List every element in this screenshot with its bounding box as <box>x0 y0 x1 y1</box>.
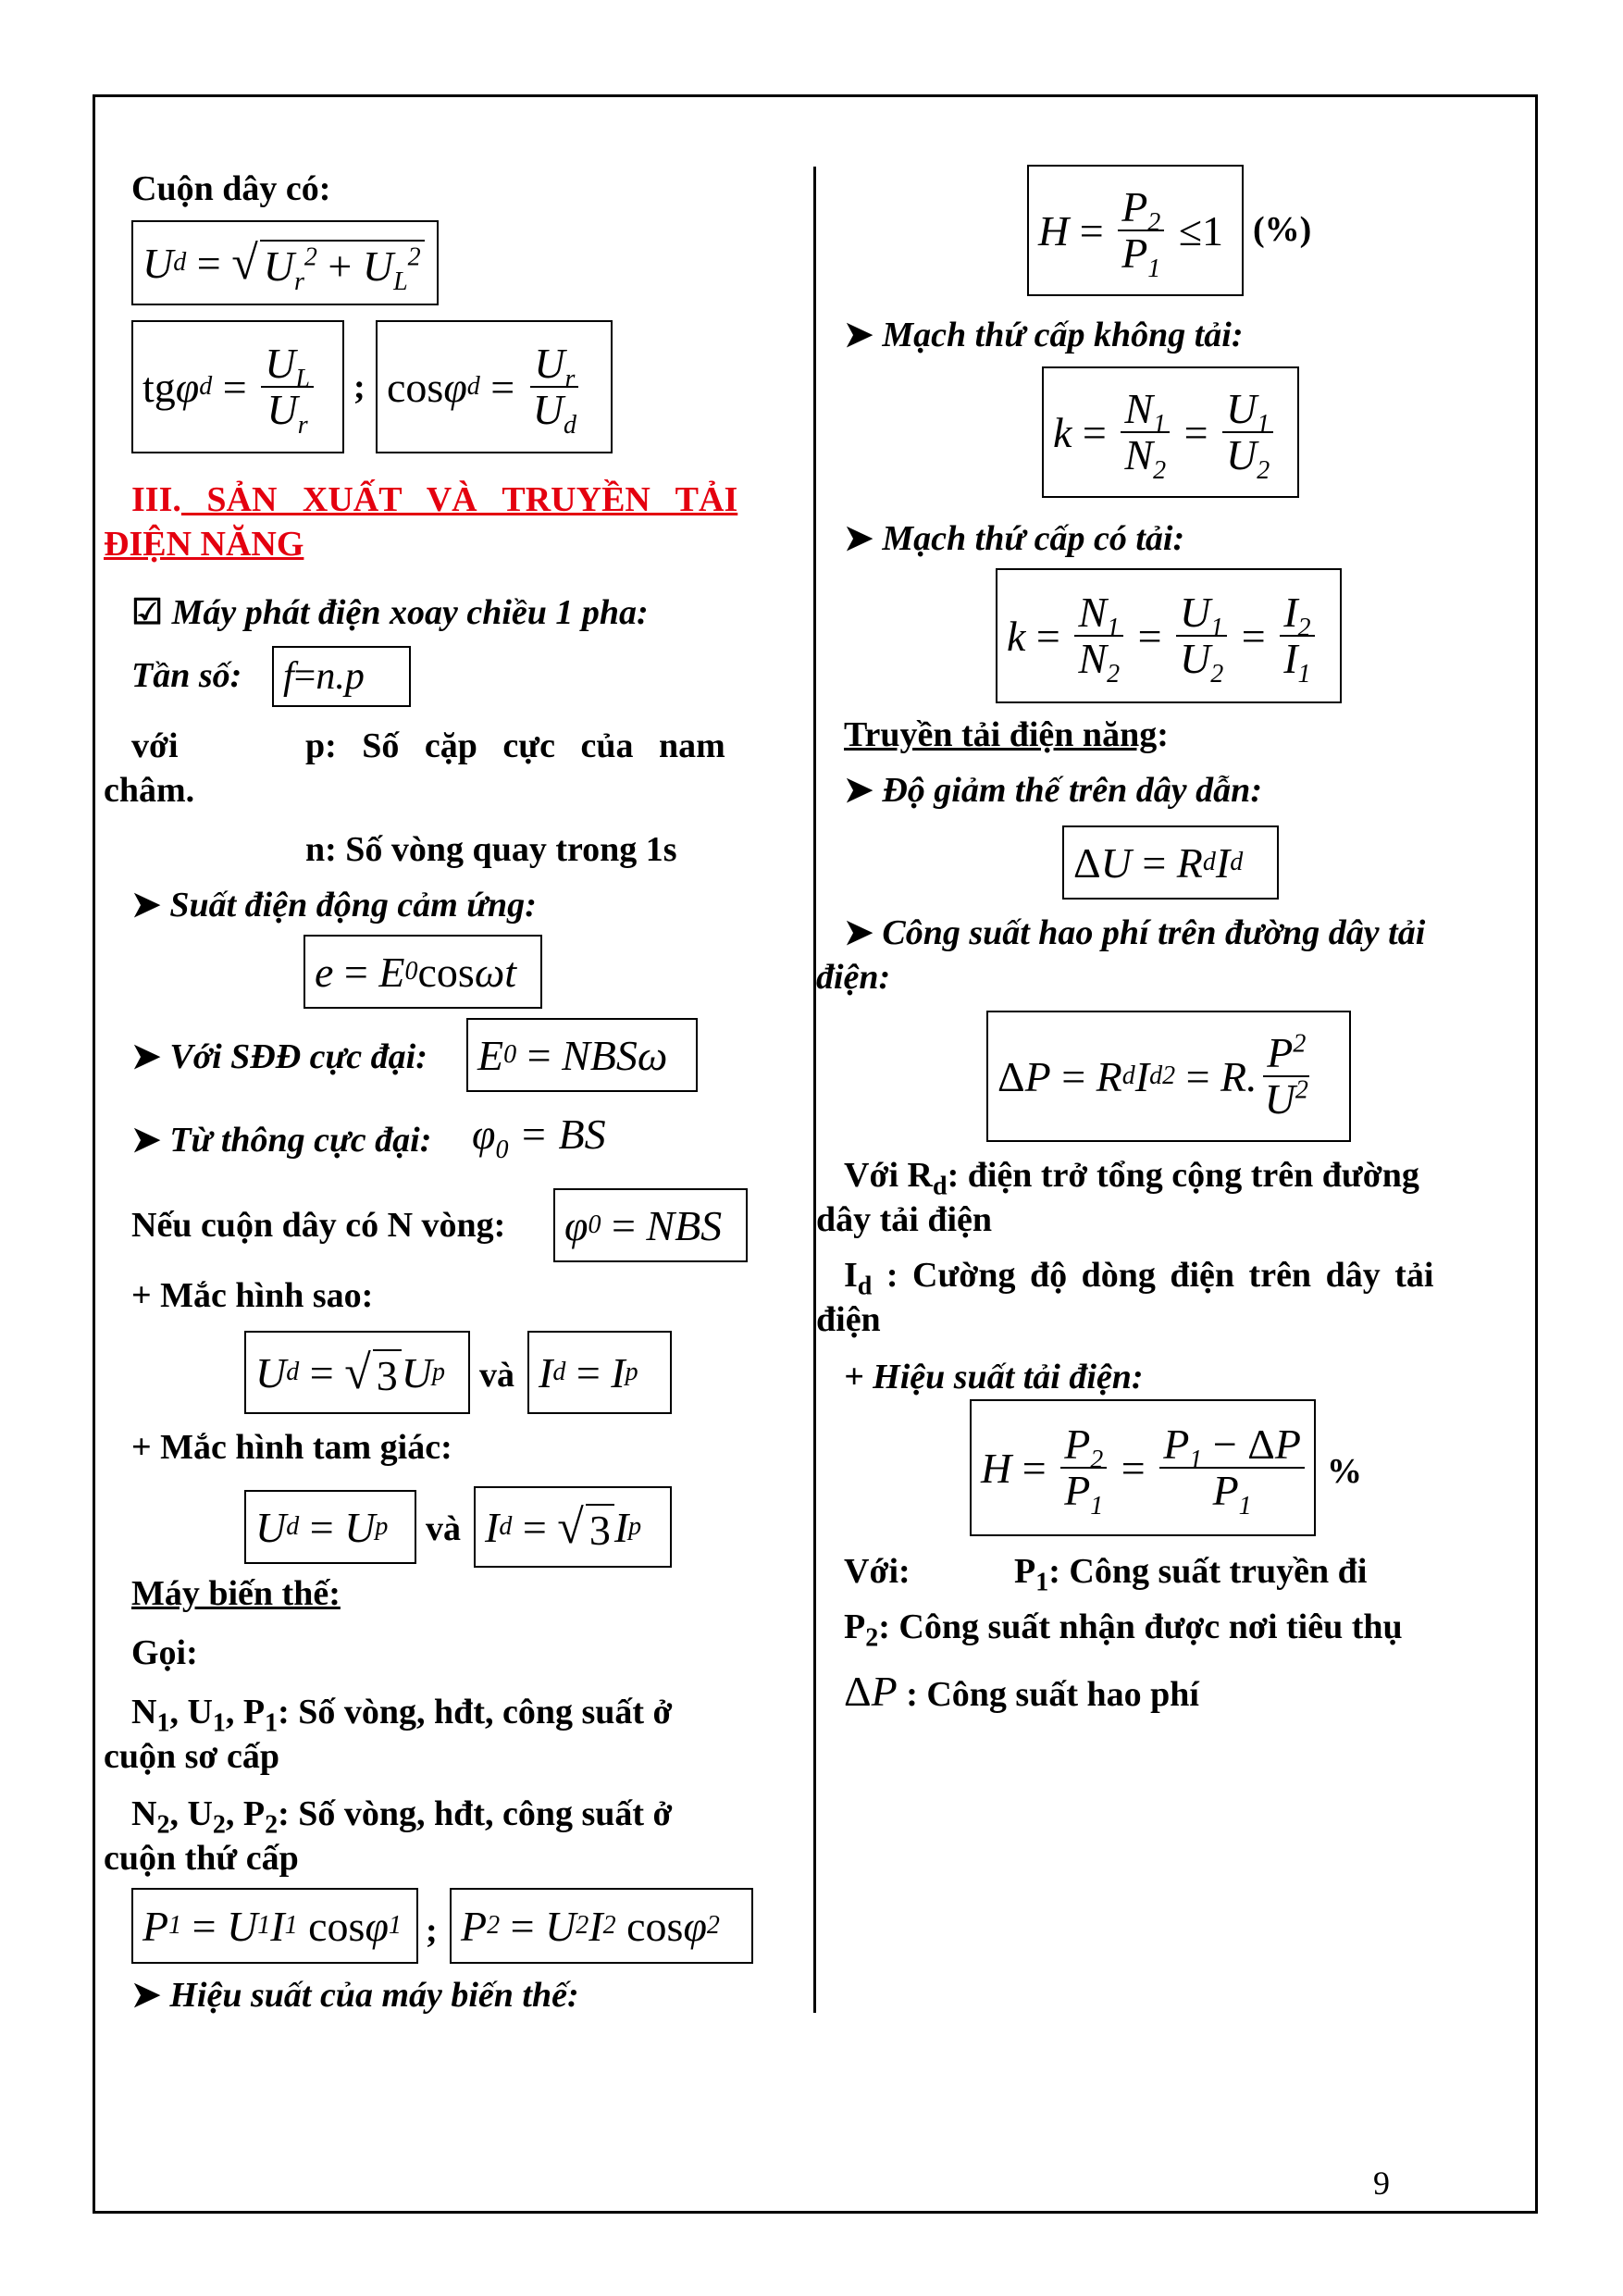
id-desc-line1: $I_d$ : Cường độ dòng điện trên dây tải <box>844 1256 1434 1301</box>
dp-desc: ΔP : Công suất hao phí <box>844 1668 1199 1715</box>
formula-ud: U d = √ $U_r^2 + U_L^2$ <box>131 220 439 305</box>
trans-eff-unit: % <box>1327 1452 1362 1491</box>
arrow-icon: ➤ <box>844 519 873 558</box>
transformer-title: Máy biến thế: <box>131 1574 341 1613</box>
rd-desc-line1: Với $R_d$: điện trở tổng cộng trên đường <box>844 1156 1419 1201</box>
p-desc-cont: châm. <box>104 771 195 810</box>
separator: ; <box>353 367 365 406</box>
and-label-1: và <box>479 1356 514 1395</box>
emf-max-label: ➤ Với SĐĐ cực đại: <box>131 1037 427 1076</box>
secondary-desc-line2: cuộn thứ cấp <box>104 1839 299 1878</box>
load-label: ➤ Mạch thứ cấp có tải: <box>844 519 1185 558</box>
separator: ; <box>426 1911 438 1950</box>
arrow-icon: ➤ <box>844 771 873 810</box>
primary-desc-line2: cuộn sơ cấp <box>104 1737 279 1776</box>
arrow-icon: ➤ <box>844 316 873 354</box>
delta-label: + Mắc hình tam giác: <box>131 1428 452 1467</box>
formula-star-id: I d = I p <box>527 1331 672 1414</box>
arrow-icon: ➤ <box>844 913 873 952</box>
emf-label: ➤ Suất điện động cảm ứng: <box>131 886 537 925</box>
p1-desc: $P_1$: Công suất truyền đi <box>1014 1552 1368 1597</box>
section3-title-line2: ĐIỆN NĂNG <box>104 525 304 564</box>
formula-frequency: f = n.p <box>272 646 411 707</box>
formula-load: k = $\frac{N_1}{N_2}$ = $\frac{U_1}{U_2}$ = $\frac{I_2}{I_1}$ <box>996 568 1342 703</box>
formula-flux-n: φ 0 = NBS <box>553 1188 748 1262</box>
efficiency-unit: (%) <box>1253 210 1312 249</box>
page-number: 9 <box>1373 2165 1390 2202</box>
formula-trans-efficiency: H = $\frac{P_2}{P_1}$ = $\frac{P_1 - \Delta P}{P_1}$ <box>970 1399 1316 1536</box>
arrow-icon: ➤ <box>131 1037 161 1076</box>
formula-tan-phi-d: tg φ d = $\frac{U_L}{U_r}$ <box>131 320 344 453</box>
voltage-drop-label: ➤ Độ giảm thế trên dây dẫn: <box>844 771 1262 810</box>
id-desc-line2: điện <box>816 1300 881 1339</box>
formula-no-load: k = $\frac{N_1}{N_2}$ = $\frac{U_1}{U_2}$ <box>1042 366 1299 498</box>
arrow-icon: ➤ <box>131 1121 161 1160</box>
with-label: với <box>131 726 179 765</box>
arrow-icon: ➤ <box>131 886 161 925</box>
formula-efficiency: H = $\frac{P_2}{P_1}$ ≤1 <box>1027 165 1244 296</box>
no-load-label: ➤ Mạch thứ cấp không tải: <box>844 316 1244 354</box>
frequency-label: Tần số: <box>131 656 242 695</box>
formula-emf: e = E 0 cos ωt <box>304 935 542 1009</box>
column-divider <box>813 167 816 2013</box>
formula-star-ud: U d = √ 3 U p <box>244 1331 470 1414</box>
transformer-efficiency-label: ➤ Hiệu suất của máy biến thế: <box>131 1976 579 2015</box>
generator-title: ☑ Máy phát điện xoay chiều 1 pha: <box>131 593 649 632</box>
formula-p1: P 1 = U 1 I 1 cos φ 1 <box>131 1888 418 1964</box>
formula-cos-phi-d: cos φ d = $\frac{U_r}{U_d}$ <box>376 320 613 453</box>
n-turns-label: Nếu cuộn dây có N vòng: <box>131 1206 506 1245</box>
and-label-2: và <box>426 1509 461 1548</box>
power-loss-label-cont: điện: <box>816 958 891 997</box>
formula-flux-max: $\varphi_0$ = BS <box>472 1111 606 1165</box>
formula-power-loss: Δ P = R d I d 2 = R. $\frac{P^2}{U^2}$ <box>986 1011 1351 1142</box>
with-label-right: Với: <box>844 1552 911 1591</box>
formula-emf-max: E 0 = NBSω <box>466 1018 698 1092</box>
p2-desc: $P_2$: Công suất nhận được nơi tiêu thụ <box>844 1607 1403 1653</box>
primary-desc-line1: $N_1$, $U_1$, $P_1$: Số vòng, hđt, công suất ở <box>131 1693 673 1738</box>
power-loss-label: ➤ Công suất hao phí trên đường dây tải <box>844 913 1426 952</box>
n-desc: n: Số vòng quay trong 1s <box>305 830 677 869</box>
p-desc: p: Số cặp cực của nam <box>305 726 725 765</box>
secondary-desc-line1: $N_2$, $U_2$, $P_2$: Số vòng, hđt, công suất ở <box>131 1794 673 1840</box>
formula-p2: P 2 = U 2 I 2 cos φ 2 <box>450 1888 753 1964</box>
arrow-icon: ➤ <box>131 1976 161 2015</box>
formula-delta-ud: U d = U p <box>244 1490 416 1564</box>
transmission-title: Truyền tải điện năng: <box>844 715 1169 754</box>
coil-label: Cuộn dây có: <box>131 169 331 208</box>
formula-voltage-drop: Δ U = R d I d <box>1062 825 1279 900</box>
star-label: + Mắc hình sao: <box>131 1276 374 1315</box>
rd-desc-line2: dây tải điện <box>816 1200 993 1239</box>
section3-title-line1: III. SẢN XUẤT VÀ TRUYỀN TẢI <box>131 480 738 519</box>
formula-delta-id: I d = √ 3 I p <box>474 1486 672 1568</box>
checkbox-icon: ☑ <box>131 593 164 632</box>
trans-eff-label: + Hiệu suất tải điện: <box>844 1358 1144 1396</box>
flux-max-label: ➤ Từ thông cực đại: <box>131 1121 432 1160</box>
goi-label: Gọi: <box>131 1633 198 1672</box>
